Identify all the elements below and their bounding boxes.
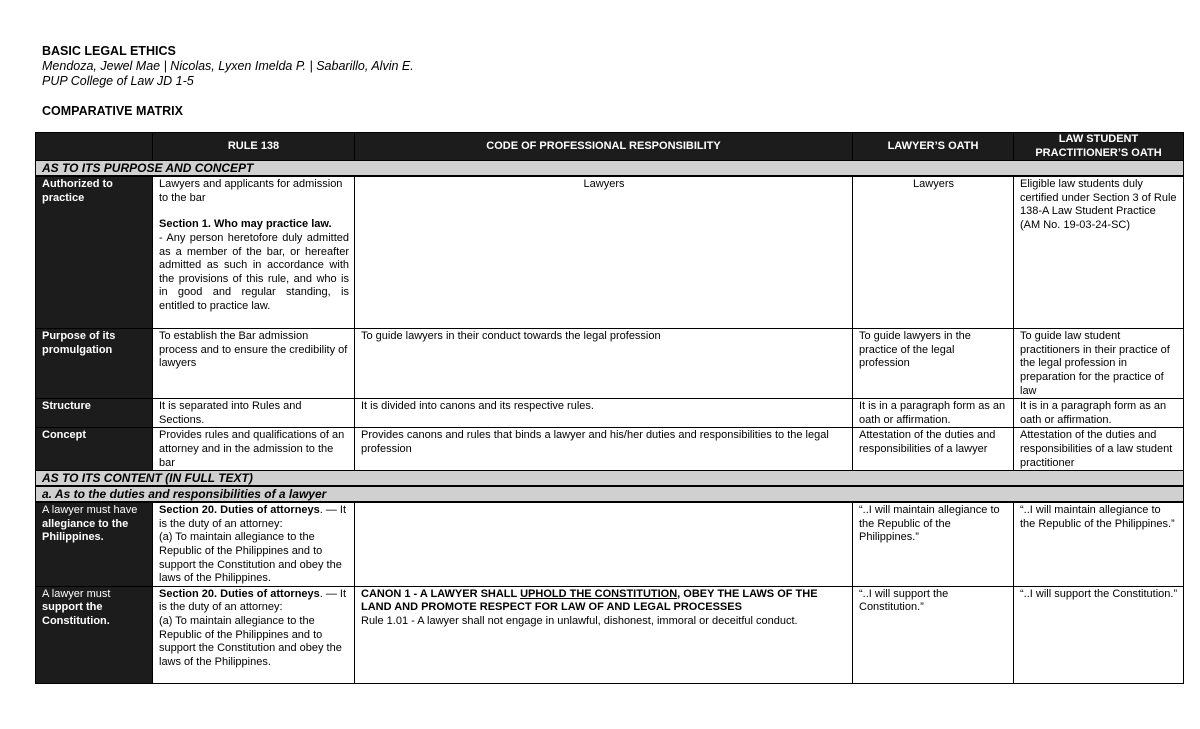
cell-constitution-cpr (355, 586, 853, 683)
cell-purpose-oath: To guide lawyers in the practice of the legal profession (853, 329, 1014, 399)
authorized-rule138-section: Section 1. Who may practice law. (159, 218, 332, 231)
canon-text-a: CANON 1 - A LAWYER SHALL (361, 587, 521, 600)
structure-label: Structure (42, 400, 91, 413)
column-header-lawyers-oath: LAWYER’S OATH (853, 133, 1014, 161)
document-title: BASIC LEGAL ETHICS (42, 44, 176, 58)
authors-line: Mendoza, Jewel Mae | Nicolas, Lyxen Imelda P. | Sabarillo, Alvin E. (42, 59, 414, 73)
document-header (42, 44, 414, 119)
cell-constitution-oath: “..I will support the Constitution.” (853, 586, 1014, 683)
row-label-constitution (36, 586, 153, 683)
section-purpose-label: AS TO ITS PURPOSE AND CONCEPT (36, 161, 1184, 177)
canon-text-underlined: UPHOLD THE CONSTITUTION (520, 587, 678, 600)
table-row (36, 329, 1184, 399)
constitution-cpr-canon (361, 588, 847, 615)
canon-text-b: , OBEY THE LAWS OF THE LAND AND PROMOTE RESPECT FOR LAW OF AND LEGAL PROCESSES (361, 587, 818, 614)
constitution-rule138-item: (a) To maintain allegiance to the Republic of the Philippines and to support the Constitution and obey the laws of the Philippines. (159, 614, 342, 668)
cell-constitution-lsp: “..I will support the Constitution.” (1014, 586, 1184, 683)
cell-authorized-oath: Lawyers (853, 176, 1014, 329)
cell-authorized-rule138 (153, 176, 355, 329)
row-label-authorized (36, 176, 153, 329)
constitution-cpr-rule: Rule 1.01 - A lawyer shall not engage in unlawful, dishonest, immoral or deceitful conduct. (361, 614, 798, 627)
matrix-heading: COMPARATIVE MATRIX (42, 104, 183, 118)
table-row (36, 428, 1184, 471)
header-blank (36, 133, 153, 161)
authorized-rule138-text: - Any person heretofore duly admitted as a member of the bar, or hereafter admitted as such in accordance with the provisions of this rule, and who is in good and regular standing, is entitled to practice law. (159, 231, 349, 312)
table-row (36, 176, 1184, 329)
allegiance-rule138-section: Section 20. Duties of attorneys (159, 504, 320, 517)
cell-allegiance-rule138 (153, 502, 355, 586)
cell-allegiance-cpr (355, 502, 853, 586)
allegiance-label-pre: A lawyer must have (42, 504, 138, 517)
authorized-rule138-intro: Lawyers and applicants for admission to the bar (159, 178, 343, 204)
table-header-row (36, 133, 1184, 161)
constitution-rule138-line: . — It is the duty of an attorney: (159, 587, 347, 614)
purpose-label: Purpose of its promulgation (42, 330, 116, 356)
cell-structure-rule138: It is separated into Rules and Sections. (153, 399, 355, 428)
cell-concept-lsp: Attestation of the duties and responsibilities of a law student practitioner (1014, 428, 1184, 471)
cell-authorized-lsp: Eligible law students duly certified under Section 3 of Rule 138-A Law Student Practice (AM No. 19-03-24-SC) (1014, 176, 1184, 329)
table-row (36, 502, 1184, 586)
lsp-header-line2: PRACTITIONER’S OATH (1035, 146, 1162, 159)
section-duties-label: a. As to the duties and responsibilities of a lawyer (36, 486, 1184, 502)
cell-structure-oath: It is in a paragraph form as an oath or affirmation. (853, 399, 1014, 428)
cell-constitution-rule138 (153, 586, 355, 683)
column-header-rule138: RULE 138 (153, 133, 355, 161)
cell-allegiance-lsp: “..I will maintain allegiance to the Republic of the Philippines.” (1014, 502, 1184, 586)
section-row-purpose (36, 161, 1184, 177)
row-label-structure (36, 399, 153, 428)
concept-label: Concept (42, 429, 86, 442)
table-row (36, 586, 1184, 683)
table-row (36, 399, 1184, 428)
cell-concept-cpr: Provides canons and rules that binds a lawyer and his/her duties and responsibilities to the legal profession (355, 428, 853, 471)
cell-purpose-cpr: To guide lawyers in their conduct towards the legal profession (355, 329, 853, 399)
row-label-concept (36, 428, 153, 471)
cell-concept-oath: Attestation of the duties and responsibilities of a lawyer (853, 428, 1014, 471)
cell-purpose-lsp: To guide law student practitioners in their practice of the legal profession in preparation for the practice of law (1014, 329, 1184, 399)
allegiance-label-bold: allegiance to the Philippines. (42, 517, 129, 544)
cell-concept-rule138: Provides rules and qualifications of an attorney and in the admission to the bar (153, 428, 355, 471)
constitution-rule138-section: Section 20. Duties of attorneys (159, 587, 320, 600)
column-header-law-student-oath (1014, 133, 1184, 161)
cell-purpose-rule138: To establish the Bar admission process and to ensure the credibility of lawyers (153, 329, 355, 399)
row-label-allegiance (36, 502, 153, 586)
cell-structure-lsp: It is in a paragraph form as an oath or affirmation. (1014, 399, 1184, 428)
section-content-label: AS TO ITS CONTENT (IN FULL TEXT) (36, 471, 1184, 487)
comparative-matrix-table (35, 132, 1184, 684)
allegiance-rule138-line: . — It is the duty of an attorney: (159, 504, 347, 530)
cell-structure-cpr: It is divided into canons and its respective rules. (355, 399, 853, 428)
constitution-label-bold: support the Constitution. (42, 601, 110, 627)
column-header-cpr: CODE OF PROFESSIONAL RESPONSIBILITY (355, 133, 853, 161)
authorized-label: Authorized to practice (42, 178, 113, 204)
allegiance-rule138-item: (a) To maintain allegiance to the Republic of the Philippines and to support the Constitution and obey the laws of the Philippines. (159, 531, 342, 585)
cell-allegiance-oath: “..I will maintain allegiance to the Republic of the Philippines.” (853, 502, 1014, 586)
cell-authorized-cpr: Lawyers (355, 176, 853, 329)
section-row-duties (36, 486, 1184, 502)
lsp-header-line1: LAW STUDENT (1058, 133, 1139, 145)
constitution-label-pre: A lawyer must (42, 587, 111, 600)
section-row-content (36, 471, 1184, 487)
school-line: PUP College of Law JD 1-5 (42, 74, 194, 88)
row-label-purpose (36, 329, 153, 399)
